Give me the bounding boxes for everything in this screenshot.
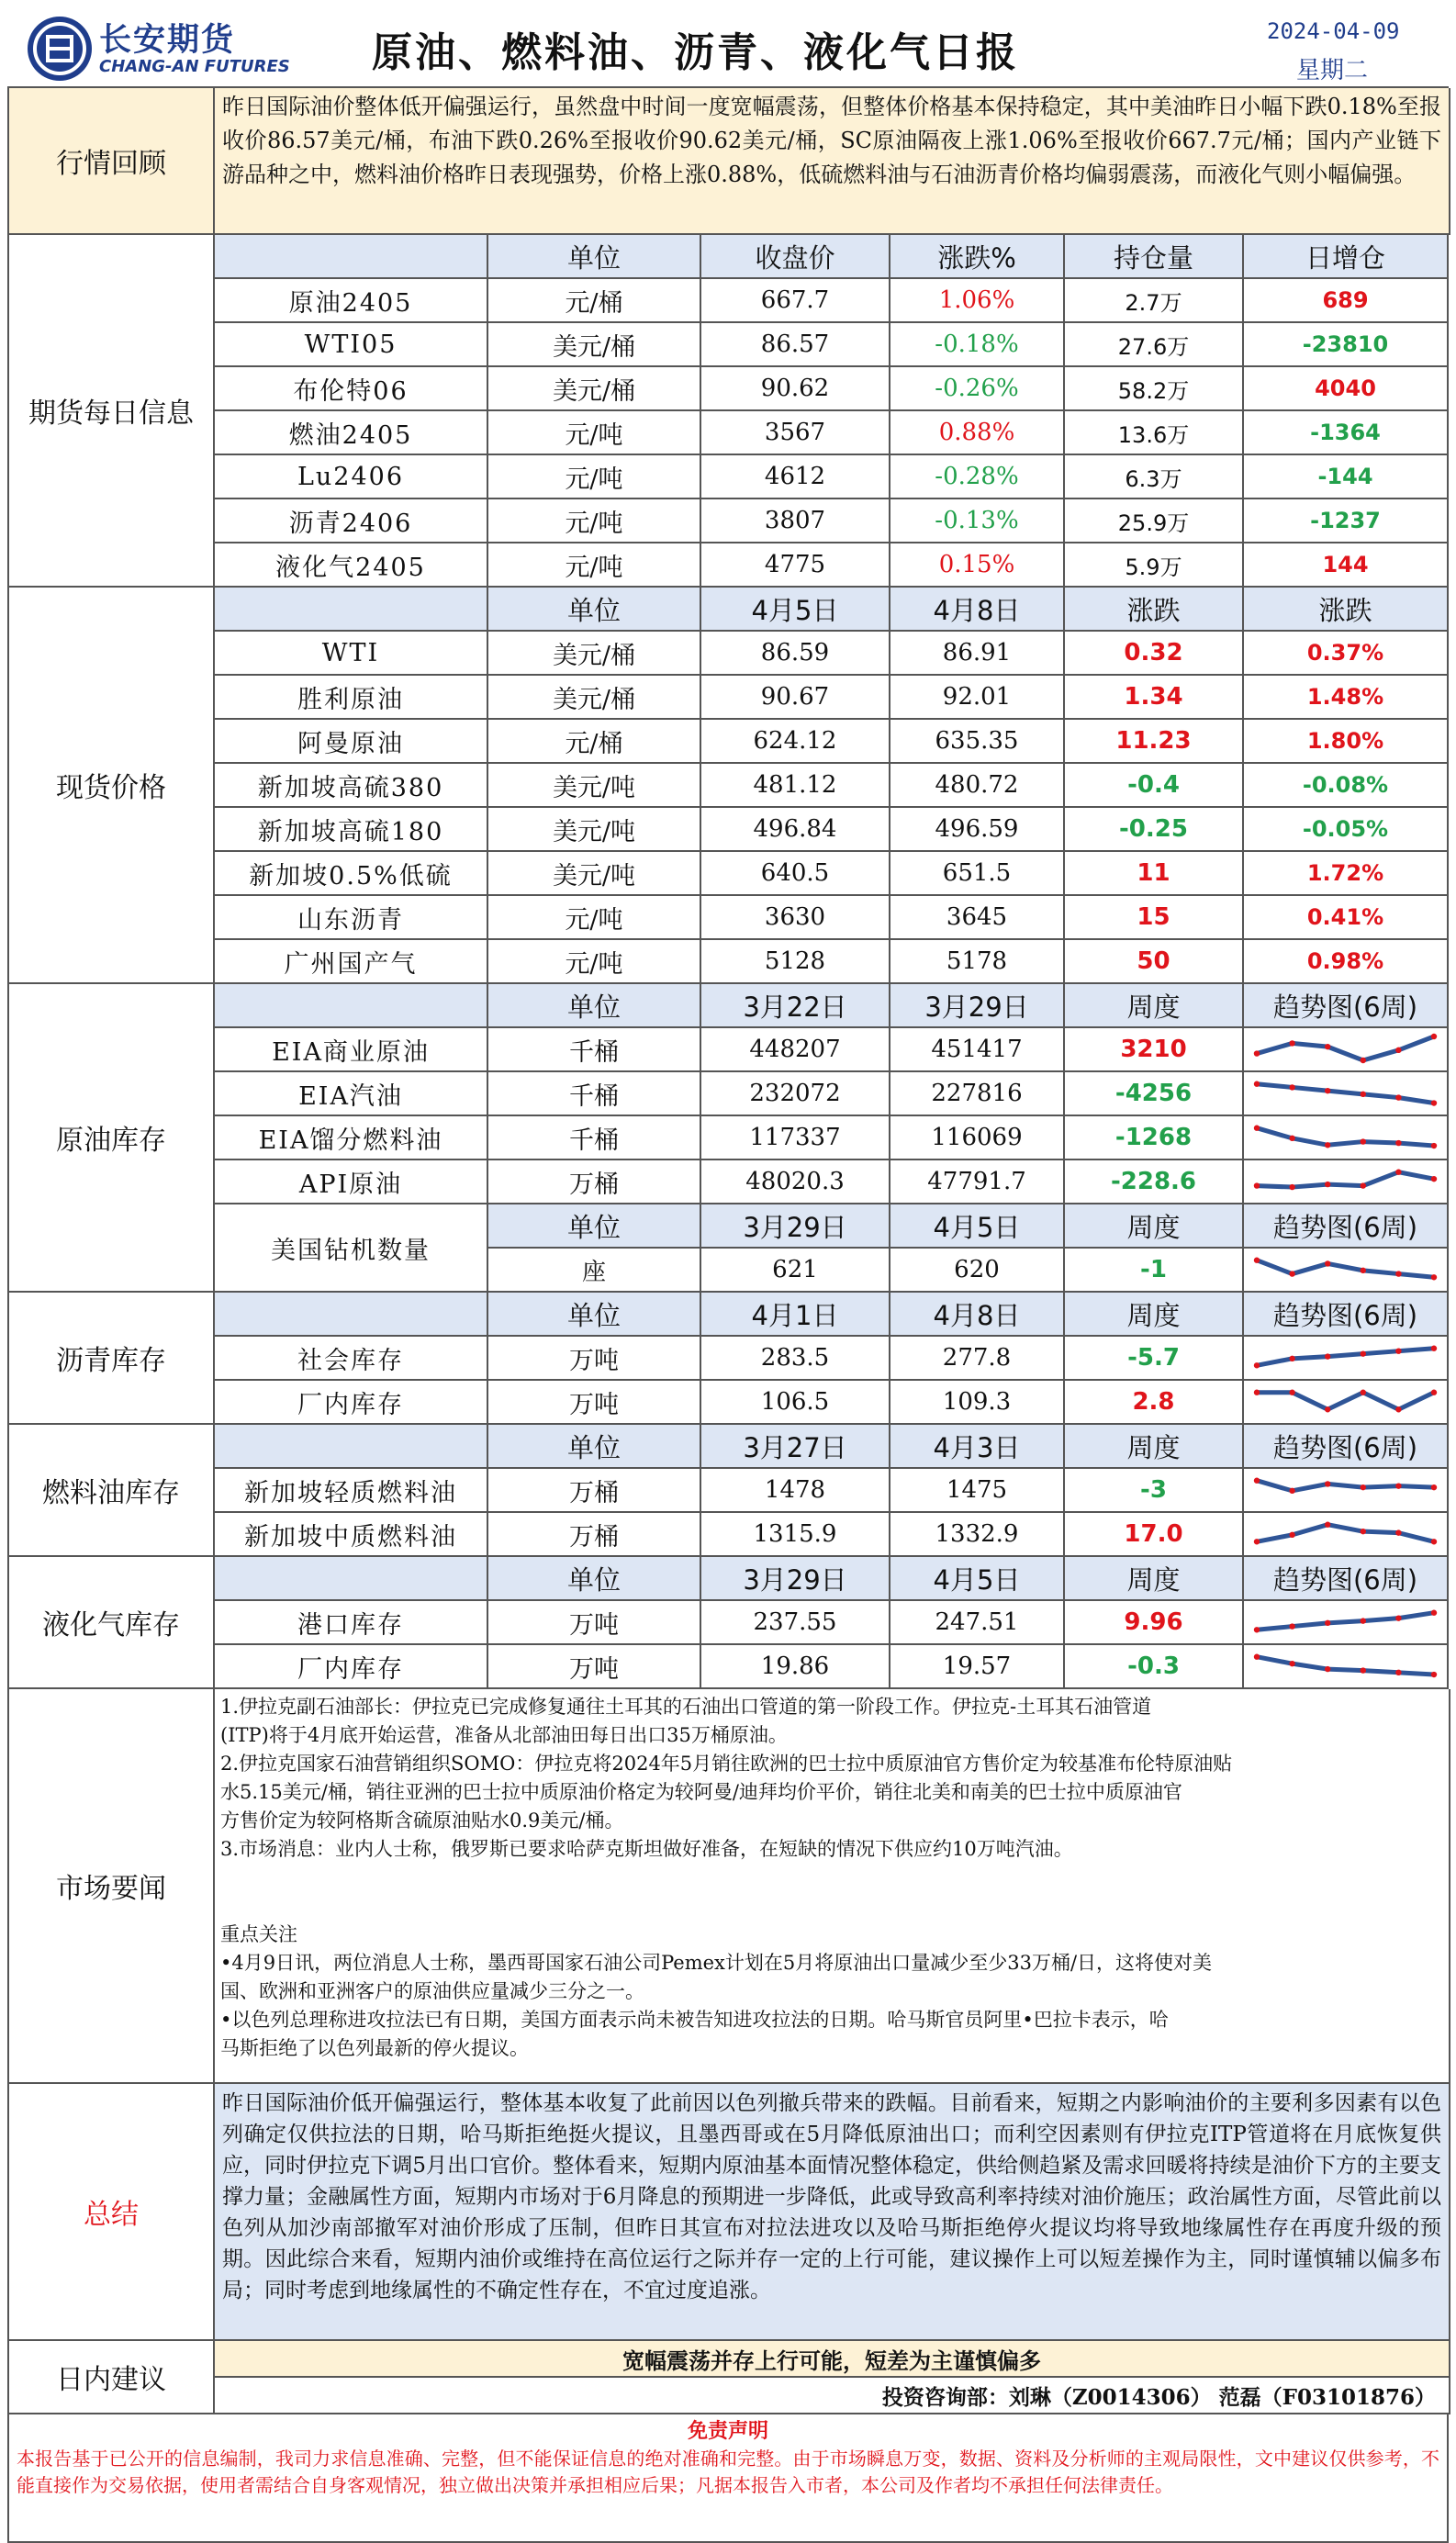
futures-oi-change: -23810 [1244, 323, 1449, 367]
crude-inventory-row-unit: 万桶 [488, 1160, 701, 1204]
futures-row-name: 燃油2405 [215, 411, 488, 455]
intraday-label: 日内建议 [9, 2341, 215, 2414]
news-line: 国、欧洲和亚洲客户的原油供应量减少三分之一。 [220, 1980, 644, 2002]
lpg-inventory-header-2: 4月5日 [890, 1557, 1065, 1601]
spot-change-pct: 1.80% [1244, 720, 1449, 764]
spot-price-prev: 90.67 [701, 676, 890, 720]
spot-row-name: 新加坡0.5%低硫 [215, 852, 488, 896]
futures-close: 3567 [701, 411, 890, 455]
futures-close: 90.62 [701, 367, 890, 411]
fuel-inventory-header-blank [215, 1425, 488, 1469]
asphalt-inventory-weekly-change: -5.7 [1065, 1337, 1244, 1381]
futures-row-unit: 元/桶 [488, 279, 701, 323]
news-body [215, 1689, 1450, 2084]
spot-header-blank [215, 588, 488, 632]
spot-header-4: 涨跌 [1244, 588, 1449, 632]
futures-row-unit: 元/吨 [488, 411, 701, 455]
fuel-inventory-label: 燃料油库存 [9, 1425, 215, 1557]
futures-row-unit: 元/吨 [488, 499, 701, 543]
fuel-inventory-header-4: 趋势图(6周) [1244, 1425, 1449, 1469]
spot-price-curr: 3645 [890, 896, 1065, 940]
futures-oi-change: -1237 [1244, 499, 1449, 543]
report-weekday: 星期二 [1296, 57, 1369, 84]
lpg-inventory-weekly-change: -0.3 [1065, 1645, 1244, 1689]
spot-change-pct: 0.41% [1244, 896, 1449, 940]
futures-oi-change: 689 [1244, 279, 1449, 323]
futures-open-interest: 58.2万 [1065, 367, 1244, 411]
lpg-inventory-row-name: 厂内库存 [215, 1645, 488, 1689]
crude-inventory-row-unit: 千桶 [488, 1028, 701, 1072]
crude-inventory-header-1: 3月22日 [701, 984, 890, 1028]
news-line: •以色列总理称进攻拉法已有日期，美国方面表示尚未被告知进攻拉法的日期。哈马斯官员阿里•巴拉卡表示，哈 [220, 2009, 1169, 2031]
spot-change-pct: 1.48% [1244, 676, 1449, 720]
crude-inventory-header-0: 单位 [488, 984, 701, 1028]
spot-row-name: 新加坡高硫380 [215, 764, 488, 808]
crude-inventory-header-blank [215, 984, 488, 1028]
lpg-inventory-header-3: 周度 [1065, 1557, 1244, 1601]
lpg-inventory-value-curr: 247.51 [890, 1601, 1065, 1645]
futures-change-pct: 0.15% [890, 543, 1065, 588]
crude-inventory-row-name: EIA汽油 [215, 1072, 488, 1116]
fuel-inventory-value-curr: 1475 [890, 1469, 1065, 1513]
lpg-inventory-header-1: 3月29日 [701, 1557, 890, 1601]
futures-header-1: 收盘价 [701, 235, 890, 279]
asphalt-inventory-value-prev: 283.5 [701, 1337, 890, 1381]
lpg-inventory-row-unit: 万吨 [488, 1645, 701, 1689]
spot-change-pct: -0.05% [1244, 808, 1449, 852]
futures-open-interest: 5.9万 [1065, 543, 1244, 588]
review-label: 行情回顾 [9, 88, 215, 235]
fuel-inventory-header-2: 4月3日 [890, 1425, 1065, 1469]
news-line: (ITP)将于4月底开始运营，准备从北部油田每日出口35万桶原油。 [220, 1724, 788, 1746]
futures-row-unit: 美元/桶 [488, 367, 701, 411]
futures-change-pct: -0.18% [890, 323, 1065, 367]
futures-oi-change: 4040 [1244, 367, 1449, 411]
news-line: 3.市场消息：业内人士称，俄罗斯已要求哈萨克斯坦做好准备，在短缺的情况下供应约10万吨汽油。 [220, 1838, 1073, 1860]
spot-price-curr: 92.01 [890, 676, 1065, 720]
news-line: 1.伊拉克副石油部长：伊拉克已完成修复通往土耳其的石油出口管道的第一阶段工作。伊拉克-土耳其石油管道 [220, 1696, 1152, 1718]
futures-header-0: 单位 [488, 235, 701, 279]
news-label: 市场要闻 [9, 1689, 215, 2084]
rig-header-unit: 单位 [488, 1204, 701, 1249]
asphalt-inventory-header-2: 4月8日 [890, 1293, 1065, 1337]
spot-change: 11.23 [1065, 720, 1244, 764]
fuel-inventory-header-1: 3月27日 [701, 1425, 890, 1469]
rig-header-1: 4月5日 [890, 1204, 1065, 1249]
lpg-inventory-trend-sparkline [1244, 1601, 1449, 1645]
spot-change: 50 [1065, 940, 1244, 984]
fuel-inventory-value-prev: 1478 [701, 1469, 890, 1513]
spot-label: 现货价格 [9, 588, 215, 984]
spot-price-prev: 5128 [701, 940, 890, 984]
asphalt-inventory-label: 沥青库存 [9, 1293, 215, 1425]
spot-change-pct: -0.08% [1244, 764, 1449, 808]
crude-inventory-weekly-change: -1268 [1065, 1116, 1244, 1160]
fuel-inventory-header-3: 周度 [1065, 1425, 1244, 1469]
crude-inventory-row-unit: 千桶 [488, 1116, 701, 1160]
asphalt-inventory-header-4: 趋势图(6周) [1244, 1293, 1449, 1337]
futures-header-3: 持仓量 [1065, 235, 1244, 279]
asphalt-inventory-row-unit: 万吨 [488, 1337, 701, 1381]
spot-row-unit: 美元/吨 [488, 808, 701, 852]
spot-change: 0.32 [1065, 632, 1244, 676]
news-line: 方售价定为较阿格斯含硫原油贴水0.9美元/桶。 [220, 1809, 624, 1832]
futures-close: 86.57 [701, 323, 890, 367]
futures-row-name: WTI05 [215, 323, 488, 367]
futures-header-2: 涨跌% [890, 235, 1065, 279]
summary-label: 总结 [9, 2084, 215, 2341]
spot-change: 11 [1065, 852, 1244, 896]
lpg-inventory-trend-sparkline [1244, 1645, 1449, 1689]
asphalt-inventory-header-1: 4月1日 [701, 1293, 890, 1337]
fuel-inventory-value-curr: 1332.9 [890, 1513, 1065, 1557]
rig-weekly-change: -1 [1065, 1249, 1244, 1293]
lpg-inventory-header-blank [215, 1557, 488, 1601]
crude-inventory-trend-sparkline [1244, 1116, 1449, 1160]
futures-row-unit: 美元/桶 [488, 323, 701, 367]
crude-inventory-value-prev: 232072 [701, 1072, 890, 1116]
report-grid [7, 86, 1449, 2543]
fuel-inventory-value-prev: 1315.9 [701, 1513, 890, 1557]
futures-change-pct: -0.28% [890, 455, 1065, 499]
futures-open-interest: 25.9万 [1065, 499, 1244, 543]
asphalt-inventory-weekly-change: 2.8 [1065, 1381, 1244, 1425]
rig-value-curr: 620 [890, 1249, 1065, 1293]
company-logo-icon [28, 17, 92, 81]
spot-change: -0.25 [1065, 808, 1244, 852]
futures-close: 4775 [701, 543, 890, 588]
rig-count-name: 美国钻机数量 [215, 1204, 488, 1293]
futures-row-name: Lu2406 [215, 455, 488, 499]
crude-inventory-value-curr: 47791.7 [890, 1160, 1065, 1204]
lpg-inventory-label: 液化气库存 [9, 1557, 215, 1689]
news-line [220, 1892, 1443, 1921]
lpg-inventory-header-0: 单位 [488, 1557, 701, 1601]
spot-change-pct: 0.37% [1244, 632, 1449, 676]
crude-inventory-weekly-change: -4256 [1065, 1072, 1244, 1116]
spot-price-curr: 5178 [890, 940, 1065, 984]
report-title: 原油、燃料油、沥青、液化气日报 [372, 29, 1019, 76]
spot-price-prev: 86.59 [701, 632, 890, 676]
futures-change-pct: 0.88% [890, 411, 1065, 455]
asphalt-inventory-header-0: 单位 [488, 1293, 701, 1337]
rig-value-prev: 621 [701, 1249, 890, 1293]
spot-header-3: 涨跌 [1065, 588, 1244, 632]
asphalt-inventory-header-blank [215, 1293, 488, 1337]
futures-close: 667.7 [701, 279, 890, 323]
spot-price-curr: 480.72 [890, 764, 1065, 808]
spot-header-1: 4月5日 [701, 588, 890, 632]
crude-inventory-value-prev: 48020.3 [701, 1160, 890, 1204]
summary-text: 昨日国际油价低开偏强运行，整体基本收复了此前因以色列撤兵带来的跌幅。目前看来，短期之内影响油价的主要利多因素有以色列确定仅供拉法的日期，哈马斯拒绝挺火提议，且墨西哥或在5月降低原油出口；而利空因素则有伊拉克ITP管道将在月底恢复供应，同时伊拉克下调5月出口官价。整体看来，短期内原油基本面情况整体稳定，供给侧趋紧及需求回暖将持续是油价下方的主要支撑力量；金融属性方面，短期内市场对于6月降息的预期进一步降低，此或导致高利率持续对油价施压；政治属性方面，尽管此前以色列从加沙南部撤军对油价形成了压制，但昨日其宣布对拉法进攻以及哈马斯拒绝停火提议均将导致地缘属性存在再度升级的预期。因此综合来看，短期内油价或维持在高位运行之际并存一定的上行可能，建议操作上可以短差操作为主，同时谨慎辅以偏多布局；同时考虑到地缘属性的不确定性存在，不宜过度追涨。 [215, 2084, 1450, 2341]
futures-close: 3807 [701, 499, 890, 543]
fuel-inventory-header-0: 单位 [488, 1425, 701, 1469]
spot-row-unit: 美元/吨 [488, 764, 701, 808]
company-name-cn: 长安期货 [99, 22, 236, 59]
fuel-inventory-row-unit: 万桶 [488, 1513, 701, 1557]
crude-inventory-trend-sparkline [1244, 1072, 1449, 1116]
spot-row-unit: 元/吨 [488, 940, 701, 984]
disclaimer-box [9, 2414, 1449, 2543]
futures-row-name: 沥青2406 [215, 499, 488, 543]
futures-row-name: 液化气2405 [215, 543, 488, 588]
crude-inventory-value-curr: 451417 [890, 1028, 1065, 1072]
crude-inventory-row-name: EIA馏分燃料油 [215, 1116, 488, 1160]
futures-open-interest: 13.6万 [1065, 411, 1244, 455]
analyst-info: 投资咨询部：刘琳（Z0014306） 范磊（F03101876） [215, 2378, 1450, 2414]
futures-change-pct: 1.06% [890, 279, 1065, 323]
rig-header-2: 周度 [1065, 1204, 1244, 1249]
spot-price-prev: 496.84 [701, 808, 890, 852]
news-line: 2.伊拉克国家石油营销组织SOMO：伊拉克将2024年5月销往欧洲的巴士拉中质原油官方售价定为较基准布伦特原油贴 [220, 1753, 1233, 1775]
asphalt-inventory-header-3: 周度 [1065, 1293, 1244, 1337]
futures-oi-change: 144 [1244, 543, 1449, 588]
crude-inventory-header-3: 周度 [1065, 984, 1244, 1028]
asphalt-inventory-row-name: 社会库存 [215, 1337, 488, 1381]
lpg-inventory-value-prev: 19.86 [701, 1645, 890, 1689]
rig-unit: 座 [488, 1249, 701, 1293]
report-date: 2024-04-09 [1267, 18, 1400, 44]
crude-inventory-value-prev: 117337 [701, 1116, 890, 1160]
lpg-inventory-weekly-change: 9.96 [1065, 1601, 1244, 1645]
crude-inventory-trend-sparkline [1244, 1160, 1449, 1204]
spot-price-curr: 496.59 [890, 808, 1065, 852]
news-line: 重点关注 [220, 1923, 297, 1945]
rig-trend-sparkline [1244, 1249, 1449, 1293]
spot-price-prev: 481.12 [701, 764, 890, 808]
rig-header-0: 3月29日 [701, 1204, 890, 1249]
asphalt-inventory-value-curr: 109.3 [890, 1381, 1065, 1425]
fuel-inventory-weekly-change: -3 [1065, 1469, 1244, 1513]
lpg-inventory-value-prev: 237.55 [701, 1601, 890, 1645]
fuel-inventory-row-name: 新加坡轻质燃料油 [215, 1469, 488, 1513]
futures-open-interest: 6.3万 [1065, 455, 1244, 499]
spot-change-pct: 1.72% [1244, 852, 1449, 896]
spot-row-unit: 美元/吨 [488, 852, 701, 896]
futures-close: 4612 [701, 455, 890, 499]
spot-price-curr: 86.91 [890, 632, 1065, 676]
crude-inventory-trend-sparkline [1244, 1028, 1449, 1072]
news-line: 水5.15美元/桶，销往亚洲的巴士拉中质原油价格定为较阿曼/迪拜均价平价，销往北美和南美的巴士拉中质原油官 [220, 1781, 1182, 1803]
spot-row-unit: 元/吨 [488, 896, 701, 940]
crude-inventory-label: 原油库存 [9, 984, 215, 1293]
futures-oi-change: -144 [1244, 455, 1449, 499]
asphalt-inventory-row-unit: 万吨 [488, 1381, 701, 1425]
spot-price-prev: 640.5 [701, 852, 890, 896]
spot-price-prev: 624.12 [701, 720, 890, 764]
rig-header-3: 趋势图(6周) [1244, 1204, 1449, 1249]
futures-row-unit: 元/吨 [488, 543, 701, 588]
futures-open-interest: 27.6万 [1065, 323, 1244, 367]
futures-row-unit: 元/吨 [488, 455, 701, 499]
disclaimer-title: 免责声明 [687, 2420, 768, 2443]
asphalt-inventory-row-name: 厂内库存 [215, 1381, 488, 1425]
futures-change-pct: -0.13% [890, 499, 1065, 543]
lpg-inventory-header-4: 趋势图(6周) [1244, 1557, 1449, 1601]
spot-price-curr: 651.5 [890, 852, 1065, 896]
fuel-inventory-row-name: 新加坡中质燃料油 [215, 1513, 488, 1557]
news-line [220, 1864, 1443, 1892]
spot-row-name: WTI [215, 632, 488, 676]
spot-row-unit: 美元/桶 [488, 676, 701, 720]
crude-inventory-header-2: 3月29日 [890, 984, 1065, 1028]
spot-row-name: 阿曼原油 [215, 720, 488, 764]
lpg-inventory-row-unit: 万吨 [488, 1601, 701, 1645]
fuel-inventory-weekly-change: 17.0 [1065, 1513, 1244, 1557]
news-line: •4月9日讯，两位消息人士称，墨西哥国家石油公司Pemex计划在5月将原油出口量减少至少33万桶/日，这将使对美 [220, 1952, 1213, 1974]
spot-header-0: 单位 [488, 588, 701, 632]
asphalt-inventory-value-curr: 277.8 [890, 1337, 1065, 1381]
crude-inventory-weekly-change: -228.6 [1065, 1160, 1244, 1204]
futures-label: 期货每日信息 [9, 235, 215, 588]
spot-price-prev: 3630 [701, 896, 890, 940]
crude-inventory-value-curr: 227816 [890, 1072, 1065, 1116]
asphalt-inventory-trend-sparkline [1244, 1337, 1449, 1381]
spot-row-name: 新加坡高硫180 [215, 808, 488, 852]
futures-header-4: 日增仓 [1244, 235, 1449, 279]
futures-header-blank [215, 235, 488, 279]
crude-inventory-value-prev: 448207 [701, 1028, 890, 1072]
spot-row-unit: 元/桶 [488, 720, 701, 764]
crude-inventory-row-name: EIA商业原油 [215, 1028, 488, 1072]
lpg-inventory-value-curr: 19.57 [890, 1645, 1065, 1689]
futures-change-pct: -0.26% [890, 367, 1065, 411]
spot-header-2: 4月8日 [890, 588, 1065, 632]
futures-row-name: 原油2405 [215, 279, 488, 323]
spot-row-name: 广州国产气 [215, 940, 488, 984]
crude-inventory-value-curr: 116069 [890, 1116, 1065, 1160]
spot-row-name: 胜利原油 [215, 676, 488, 720]
crude-inventory-row-unit: 千桶 [488, 1072, 701, 1116]
spot-row-name: 山东沥青 [215, 896, 488, 940]
spot-row-unit: 美元/桶 [488, 632, 701, 676]
crude-inventory-header-4: 趋势图(6周) [1244, 984, 1449, 1028]
intraday-advice: 宽幅震荡并存上行可能，短差为主谨慎偏多 [215, 2341, 1450, 2378]
spot-change-pct: 0.98% [1244, 940, 1449, 984]
spot-change: 1.34 [1065, 676, 1244, 720]
lpg-inventory-row-name: 港口库存 [215, 1601, 488, 1645]
crude-inventory-weekly-change: 3210 [1065, 1028, 1244, 1072]
asphalt-inventory-value-prev: 106.5 [701, 1381, 890, 1425]
spot-change: 15 [1065, 896, 1244, 940]
futures-row-name: 布伦特06 [215, 367, 488, 411]
fuel-inventory-trend-sparkline [1244, 1469, 1449, 1513]
futures-open-interest: 2.7万 [1065, 279, 1244, 323]
news-line: 马斯拒绝了以色列最新的停火提议。 [220, 2037, 529, 2059]
fuel-inventory-trend-sparkline [1244, 1513, 1449, 1557]
review-text: 昨日国际油价整体低开偏强运行，虽然盘中时间一度宽幅震荡，但整体价格基本保持稳定，其中美油昨日小幅下跌0.18%至报收价86.57美元/桶，布油下跌0.26%至报收价90.62美元/桶，SC原油隔夜上涨1.06%至报收价667.7元/桶；国内产业链下游品种之中，燃料油价格昨日表现强势，价格上涨0.88%，低硫燃料油与石油沥青价格均偏弱震荡，而液化气则小幅偏强。 [215, 88, 1450, 235]
company-name-en: CHANG-AN FUTURES [99, 57, 290, 76]
futures-oi-change: -1364 [1244, 411, 1449, 455]
fuel-inventory-row-unit: 万桶 [488, 1469, 701, 1513]
spot-price-curr: 635.35 [890, 720, 1065, 764]
asphalt-inventory-trend-sparkline [1244, 1381, 1449, 1425]
crude-inventory-row-name: API原油 [215, 1160, 488, 1204]
disclaimer-text: 本报告基于已公开的信息编制，我司力求信息准确、完整，但不能保证信息的绝对准确和完整。由于市场瞬息万变，数据、资料及分析师的主观局限性，文中建议仅供参考，不能直接作为交易依据，使用者需结合自身客观情况，独立做出决策并承担相应后果；凡据本报告入市者，本公司及作者均不承担任何法律责任。 [17, 2448, 1439, 2496]
spot-change: -0.4 [1065, 764, 1244, 808]
